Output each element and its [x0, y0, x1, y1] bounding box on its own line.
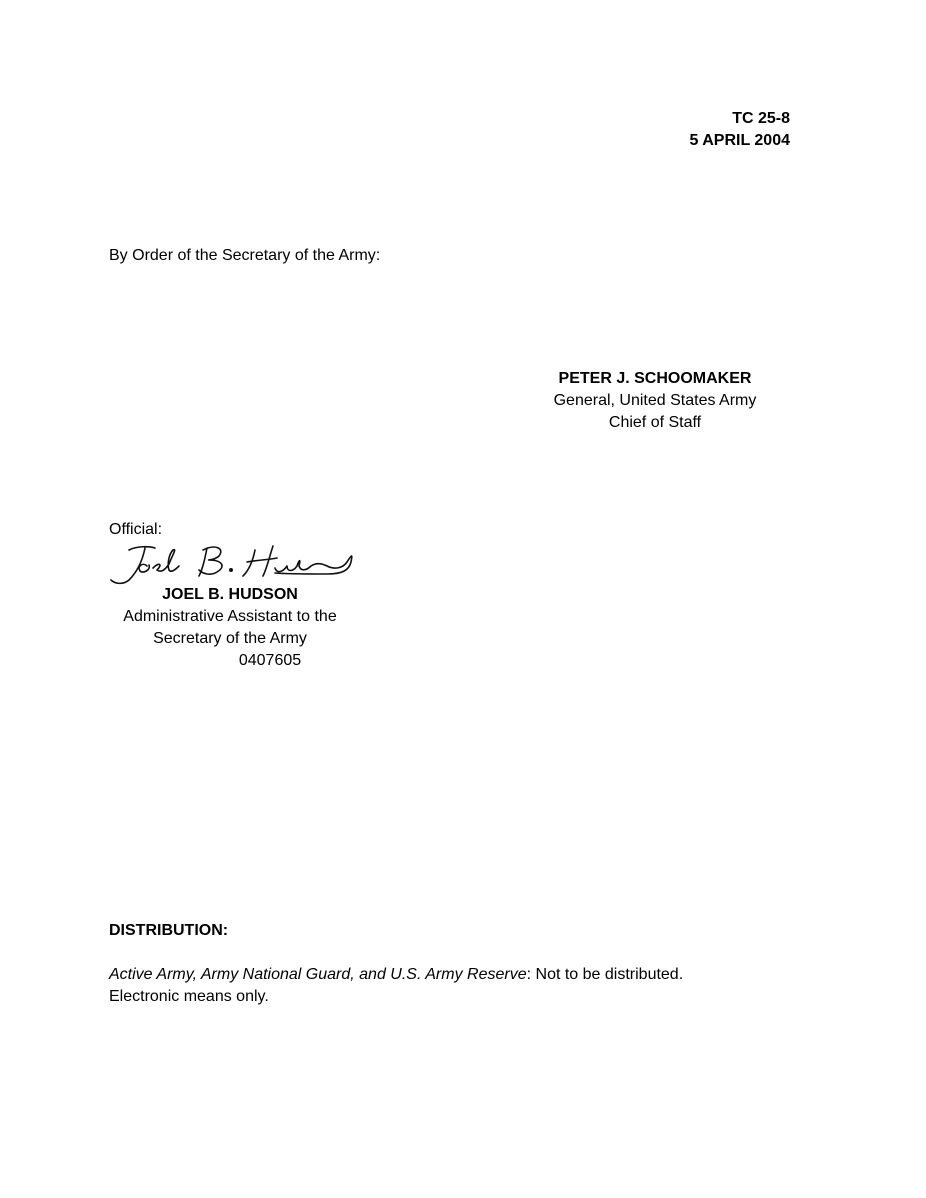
official-block: [95, 584, 365, 672]
official-name: JOEL B. HUDSON: [162, 586, 298, 603]
signature-image: [107, 540, 357, 588]
official-title-line2: Secretary of the Army: [153, 630, 307, 647]
signer-title: General, United States Army: [553, 392, 757, 409]
doc-date: 5 APRIL 2004: [689, 132, 790, 149]
signer-position: Chief of Staff: [608, 414, 702, 431]
distribution-line2: Electronic means only.: [109, 988, 269, 1005]
distribution-heading: DISTRIBUTION:: [109, 922, 229, 939]
official-title: Administrative Assistant to the: [123, 608, 337, 625]
official-pin: 0407605: [238, 652, 302, 669]
distribution-separator: :: [526, 966, 532, 983]
distribution-line1: [109, 964, 683, 986]
signer-name: PETER J. SCHOOMAKER: [558, 370, 752, 387]
document-header: [690, 108, 791, 152]
doc-number: TC 25-8: [732, 110, 790, 127]
distribution-instruction: Not to be distributed.: [531, 966, 684, 983]
order-line: By Order of the Secretary of the Army:: [109, 247, 381, 264]
distribution-components: Active Army, Army National Guard, and U.S. Army Reserve: [109, 966, 527, 983]
distribution-text: [109, 964, 683, 1008]
official-label: Official:: [109, 521, 163, 538]
signer-block: [520, 368, 790, 434]
